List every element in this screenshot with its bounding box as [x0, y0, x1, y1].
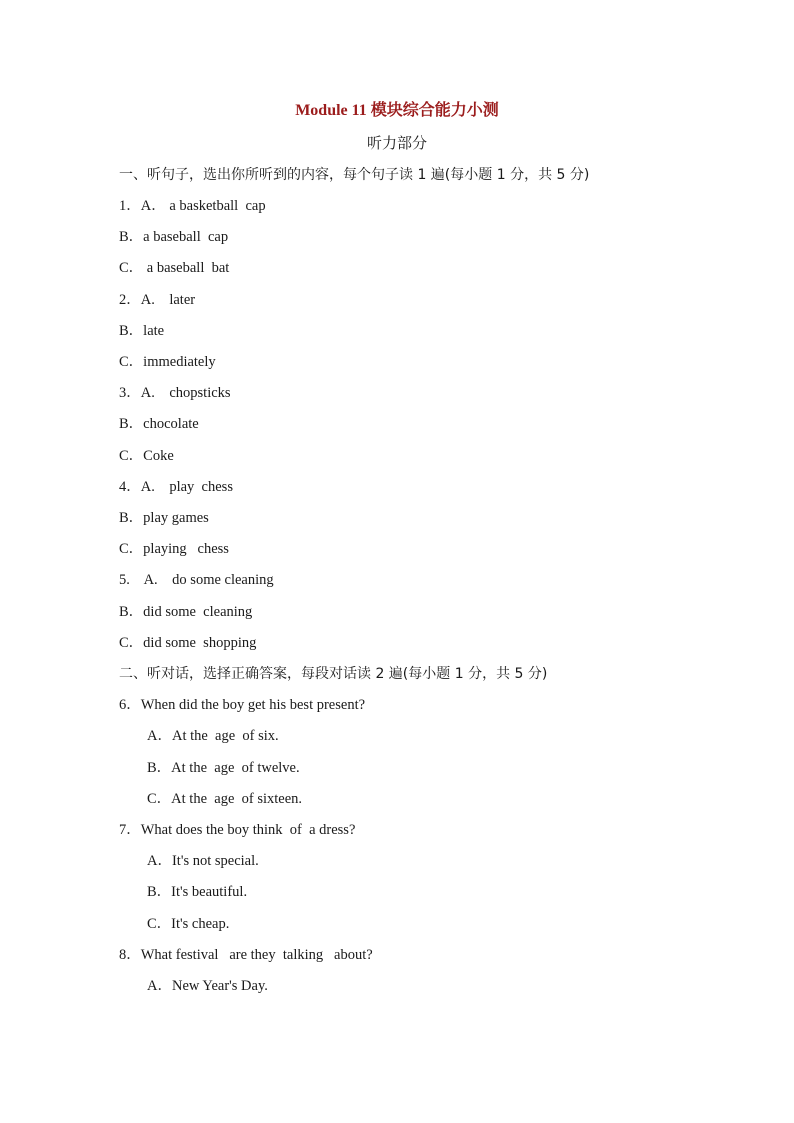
option-line: B．late — [119, 323, 165, 339]
option-line: 3．A. chopsticks — [119, 385, 231, 401]
question-option: A．At the age of six. — [147, 728, 279, 744]
question-option: C．It's cheap. — [147, 916, 230, 932]
question-option: A．New Year's Day. — [147, 978, 268, 994]
option-line: B．play games — [119, 510, 209, 526]
question-option: B．At the age of twelve. — [147, 760, 300, 776]
section-heading-1: 一、听句子，选出你所听到的内容，每个句子读 1 遍(每小题 1 分，共 5 分) — [119, 167, 590, 183]
option-line: C．Coke — [119, 448, 174, 464]
question-8: 8．What festival are they talking about? — [119, 947, 373, 963]
option-line: C． a baseball bat — [119, 260, 230, 276]
page-subtitle: 听力部分 — [366, 134, 427, 152]
question-option: C．At the age of sixteen. — [147, 791, 303, 807]
option-line: C．playing chess — [119, 541, 229, 557]
option-line: 4．A. play chess — [119, 479, 233, 495]
page-title: Module 11 模块综合能力小测 — [295, 102, 499, 119]
option-line: C．did some shopping — [119, 635, 257, 651]
option-line: 5. A. do some cleaning — [119, 572, 274, 588]
option-line: B．a baseball cap — [119, 229, 229, 245]
question-option: A．It's not special. — [147, 853, 259, 869]
question-6: 6．When did the boy get his best present? — [119, 697, 366, 713]
option-line: 1．A． a basketball cap — [119, 198, 266, 214]
option-line: 2．A. later — [119, 292, 196, 308]
option-line: B．did some cleaning — [119, 604, 253, 620]
section-heading-2: 二、听对话，选择正确答案，每段对话读 2 遍(每小题 1 分，共 5 分) — [119, 666, 548, 682]
option-line: B．chocolate — [119, 416, 199, 432]
question-option: B．It's beautiful. — [147, 884, 248, 900]
question-7: 7．What does the boy think of a dress? — [119, 822, 356, 838]
option-line: C．immediately — [119, 354, 216, 370]
